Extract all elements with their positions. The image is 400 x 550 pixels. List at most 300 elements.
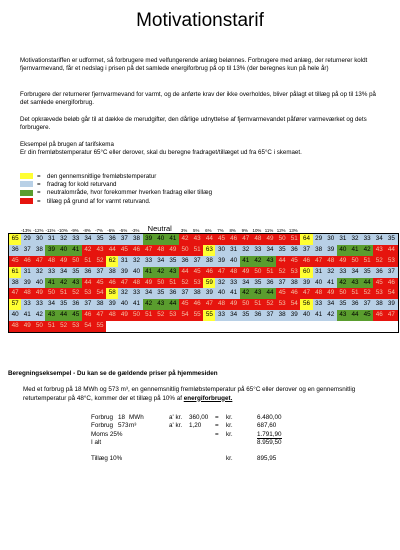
table-return-temp-cell: 44 — [349, 310, 361, 321]
calc-unit: m³ — [129, 422, 137, 430]
calc-at: a' kr. — [169, 422, 183, 430]
table-return-temp-cell: 44 — [58, 310, 70, 321]
table-return-temp-cell: 47 — [94, 310, 106, 321]
header-percent: 3% — [180, 228, 188, 233]
table-return-temp-cell: 49 — [264, 234, 276, 245]
table-return-temp-cell: 46 — [288, 288, 300, 299]
legend-swatch-yellow — [20, 173, 33, 179]
calc-price: 1,20 — [189, 422, 202, 430]
table-return-temp-cell: 49 — [118, 310, 130, 321]
table-return-temp-cell: 54 — [288, 299, 300, 310]
table-return-temp-cell: 42 — [240, 288, 252, 299]
table-return-temp-cell: 41 — [349, 245, 361, 256]
table-return-temp-cell: 40 — [130, 267, 142, 278]
table-return-temp-cell: 39 — [106, 299, 118, 310]
table-return-temp-cell: 37 — [385, 267, 397, 278]
calc-kr: kr. — [226, 414, 233, 421]
legend-label: fradrag for kold returvand — [47, 180, 117, 188]
table-return-temp-cell: 39 — [45, 245, 57, 256]
example-intro: Med et forbrug på 18 MWh og 573 m³, en gennemsnitlig fremløbstemperatur på 65°C eller derover og en gennemsnitlig returtemperatur på 48°C, kommer der et tillæg på 10% af energiforbruget. — [23, 386, 356, 402]
table-supply-temp-cell: 58 — [106, 288, 118, 299]
table-return-temp-cell: 53 — [373, 288, 385, 299]
table-return-temp-cell: 53 — [82, 288, 94, 299]
table-return-temp-cell: 43 — [45, 310, 57, 321]
calc-row-surcharge — [91, 455, 331, 463]
table-return-temp-cell: 48 — [215, 299, 227, 310]
table-return-temp-cell: 45 — [288, 256, 300, 267]
table-return-temp-cell: 48 — [325, 256, 337, 267]
table-return-temp-cell: 55 — [94, 321, 106, 332]
calc-eq: = — [215, 414, 219, 421]
table-return-temp-cell: 46 — [385, 278, 397, 289]
table-return-temp-cell: 43 — [349, 278, 361, 289]
table-return-temp-cell: 52 — [264, 299, 276, 310]
calc-kr: kr. — [226, 422, 233, 430]
calc-label: Moms 25% — [91, 430, 123, 438]
table-return-temp-cell: 34 — [143, 288, 155, 299]
table-return-temp-cell: 40 — [118, 299, 130, 310]
table-return-temp-cell: 32 — [215, 278, 227, 289]
table-return-temp-cell: 37 — [118, 234, 130, 245]
table-return-temp-cell: 34 — [349, 267, 361, 278]
table-return-temp-cell: 44 — [82, 278, 94, 289]
table-return-temp-cell: 45 — [9, 256, 21, 267]
table-return-temp-cell: 49 — [167, 245, 179, 256]
table-return-temp-cell: 33 — [70, 234, 82, 245]
table-return-temp-cell: 41 — [313, 310, 325, 321]
header-percent: -9% — [70, 228, 79, 233]
table-return-temp-cell: 47 — [203, 299, 215, 310]
table-return-temp-cell: 47 — [143, 245, 155, 256]
table-return-temp-cell: 41 — [143, 267, 155, 278]
table-return-temp-cell: 36 — [106, 234, 118, 245]
table-return-temp-cell: 34 — [58, 267, 70, 278]
table-return-temp-cell: 35 — [155, 288, 167, 299]
table-return-temp-cell: 33 — [252, 245, 264, 256]
table-return-temp-cell: 41 — [228, 288, 240, 299]
table-return-temp-cell: 51 — [191, 245, 203, 256]
example-usage-paragraph: Eksempel på brugen af tarifskema Er din fremløbstemperatur 65°C eller derover, skal du beregne fradraget/tillæget ud fra 65°C i skemaet. — [20, 141, 302, 157]
calc-price: 360,00 — [189, 414, 209, 421]
table-return-temp-cell: 39 — [118, 267, 130, 278]
table-return-temp-cell: 45 — [179, 299, 191, 310]
table-supply-temp-cell: 57 — [9, 299, 21, 310]
table-return-temp-cell: 39 — [325, 245, 337, 256]
table-supply-temp-cell: 63 — [203, 245, 215, 256]
table-return-temp-cell: 42 — [337, 278, 349, 289]
table-return-temp-cell: 41 — [70, 245, 82, 256]
legend-item: = neutralområde, hvor forekommer hverken fradrag eller tillæg — [20, 189, 212, 197]
table-return-temp-cell: 40 — [9, 310, 21, 321]
table-return-temp-cell: 50 — [179, 245, 191, 256]
header-percent: -13% — [21, 228, 32, 233]
tariff-table-header — [8, 222, 399, 233]
table-return-temp-cell: 34 — [240, 278, 252, 289]
table-return-temp-cell: 31 — [45, 234, 57, 245]
table-return-temp-cell: 33 — [361, 234, 373, 245]
table-return-temp-cell: 50 — [276, 234, 288, 245]
table-return-temp-cell: 45 — [70, 310, 82, 321]
table-supply-temp-cell: 55 — [203, 310, 215, 321]
table-return-temp-cell: 51 — [82, 256, 94, 267]
legend-label: tillæg på grund af for varmt returvand. — [47, 197, 151, 205]
warm-return-paragraph: Forbrugere der returnerer fjernvarmevand for varmt, og de anførte krav der ikke overholdes, bliver pålagt et tillæg på op til 13% på det samlede energiforbrug. — [20, 91, 376, 107]
table-return-temp-cell: 39 — [288, 310, 300, 321]
table-return-temp-cell: 46 — [228, 234, 240, 245]
header-percent: -3% — [131, 228, 140, 233]
table-return-temp-cell: 32 — [33, 267, 45, 278]
table-return-temp-cell: 40 — [58, 245, 70, 256]
calc-qty: 18 — [118, 414, 126, 421]
calc-kr: kr. — [226, 430, 233, 438]
table-return-temp-cell: 50 — [349, 256, 361, 267]
table-return-temp-cell: 42 — [155, 267, 167, 278]
table-return-temp-cell: 41 — [240, 256, 252, 267]
table-return-temp-cell: 48 — [228, 267, 240, 278]
table-return-temp-cell: 35 — [337, 299, 349, 310]
table-return-temp-cell: 47 — [240, 234, 252, 245]
table-return-temp-cell: 34 — [82, 234, 94, 245]
table-return-temp-cell: 46 — [191, 299, 203, 310]
table-return-temp-cell: 42 — [361, 245, 373, 256]
table-return-temp-cell: 42 — [143, 299, 155, 310]
table-return-temp-cell: 40 — [313, 278, 325, 289]
calc-row-water — [91, 422, 331, 430]
table-return-temp-cell: 32 — [349, 234, 361, 245]
table-return-temp-cell: 35 — [252, 278, 264, 289]
table-return-temp-cell: 37 — [361, 299, 373, 310]
calc-label: Tillæg 10% — [91, 455, 123, 463]
table-return-temp-cell: 31 — [228, 245, 240, 256]
table-supply-temp-cell: 59 — [203, 278, 215, 289]
table-return-temp-cell: 45 — [94, 278, 106, 289]
legend-item: = fradrag for kold returvand — [20, 180, 212, 188]
calc-row-energy — [91, 414, 331, 422]
table-return-temp-cell: 47 — [33, 256, 45, 267]
table-return-temp-cell: 52 — [373, 256, 385, 267]
table-return-temp-cell: 48 — [252, 234, 264, 245]
calc-eq: = — [215, 430, 219, 438]
legend-label: neutralområde, hvor forekommer hverken fradrag eller tillæg — [47, 189, 213, 197]
table-return-temp-cell: 51 — [288, 234, 300, 245]
calc-amount: 6.480,00 — [257, 414, 282, 421]
table-return-temp-cell: 40 — [337, 245, 349, 256]
table-supply-temp-cell: 62 — [106, 256, 118, 267]
table-supply-temp-cell: 56 — [300, 299, 312, 310]
table-return-temp-cell: 38 — [203, 256, 215, 267]
table-return-temp-cell: 43 — [167, 267, 179, 278]
table-return-temp-cell: 37 — [21, 245, 33, 256]
table-return-temp-cell: 39 — [203, 288, 215, 299]
table-return-temp-cell: 54 — [82, 321, 94, 332]
table-return-temp-cell: 42 — [252, 256, 264, 267]
header-percent: 6% — [205, 228, 212, 233]
table-return-temp-cell: 34 — [373, 234, 385, 245]
table-return-temp-cell: 52 — [276, 267, 288, 278]
table-return-temp-cell: 52 — [94, 256, 106, 267]
calc-amount: 1.791,90 — [257, 430, 282, 438]
table-return-temp-cell: 51 — [167, 278, 179, 289]
table-return-temp-cell: 31 — [21, 267, 33, 278]
table-return-temp-cell: 52 — [58, 321, 70, 332]
calc-eq: = — [215, 422, 219, 430]
table-return-temp-cell: 40 — [300, 310, 312, 321]
table-return-temp-cell: 36 — [349, 299, 361, 310]
table-return-temp-cell: 34 — [228, 310, 240, 321]
table-return-temp-cell: 43 — [94, 245, 106, 256]
header-percent: -5% — [119, 228, 128, 233]
table-return-temp-cell: 49 — [325, 288, 337, 299]
table-return-temp-cell: 35 — [167, 256, 179, 267]
table-return-temp-cell: 50 — [240, 299, 252, 310]
table-return-temp-cell: 43 — [155, 299, 167, 310]
table-return-temp-cell: 43 — [252, 288, 264, 299]
table-return-temp-cell: 44 — [203, 234, 215, 245]
table-return-temp-cell: 40 — [33, 278, 45, 289]
header-percent: 5% — [193, 228, 200, 233]
table-return-temp-cell: 41 — [325, 278, 337, 289]
legend-swatch-green — [20, 190, 33, 196]
table-return-temp-cell: 34 — [264, 245, 276, 256]
table-return-temp-cell: 35 — [276, 245, 288, 256]
table-return-temp-cell: 33 — [21, 299, 33, 310]
table-return-temp-cell: 37 — [94, 267, 106, 278]
header-percent: 10% — [252, 228, 262, 233]
table-return-temp-cell: 33 — [337, 267, 349, 278]
table-return-temp-cell: 54 — [94, 288, 106, 299]
table-return-temp-cell: 51 — [252, 299, 264, 310]
table-return-temp-cell: 42 — [82, 245, 94, 256]
table-return-temp-cell: 36 — [179, 256, 191, 267]
table-return-temp-cell: 49 — [143, 278, 155, 289]
table-return-temp-cell: 51 — [264, 267, 276, 278]
table-return-temp-cell: 33 — [215, 310, 227, 321]
table-return-temp-cell: 32 — [130, 256, 142, 267]
table-return-temp-cell: 44 — [167, 299, 179, 310]
table-return-temp-cell: 44 — [179, 267, 191, 278]
table-return-temp-cell: 31 — [118, 256, 130, 267]
table-return-temp-cell: 45 — [215, 234, 227, 245]
table-return-temp-cell: 33 — [313, 299, 325, 310]
header-percent: 12% — [276, 228, 286, 233]
calc-kr: kr. — [226, 455, 233, 463]
table-return-temp-cell: 35 — [361, 267, 373, 278]
table-return-temp-cell: 52 — [361, 288, 373, 299]
table-return-temp-cell: 43 — [264, 256, 276, 267]
table-return-temp-cell: 49 — [33, 288, 45, 299]
table-supply-temp-cell: 60 — [300, 267, 312, 278]
table-return-temp-cell: 45 — [373, 278, 385, 289]
table-return-temp-cell: 50 — [252, 267, 264, 278]
calc-label: Forbrug — [91, 414, 114, 421]
table-return-temp-cell: 37 — [191, 256, 203, 267]
table-return-temp-cell: 32 — [58, 234, 70, 245]
table-return-temp-cell: 55 — [191, 310, 203, 321]
table-return-temp-cell: 53 — [276, 299, 288, 310]
table-return-temp-cell: 40 — [215, 288, 227, 299]
header-percent: 11% — [264, 228, 274, 233]
table-return-temp-cell: 50 — [70, 256, 82, 267]
calc-row-total — [91, 439, 331, 447]
table-return-temp-cell: 38 — [106, 267, 118, 278]
table-return-temp-cell: 41 — [167, 234, 179, 245]
table-return-temp-cell: 52 — [70, 288, 82, 299]
table-return-temp-cell: 41 — [130, 299, 142, 310]
table-return-temp-cell: 39 — [385, 299, 397, 310]
table-return-temp-cell: 33 — [130, 288, 142, 299]
table-supply-temp-cell: 65 — [9, 234, 21, 245]
table-return-temp-cell: 38 — [373, 299, 385, 310]
table-return-temp-cell: 50 — [33, 321, 45, 332]
table-return-temp-cell: 35 — [58, 299, 70, 310]
table-return-temp-cell: 46 — [300, 256, 312, 267]
table-return-temp-cell: 37 — [276, 278, 288, 289]
table-return-temp-cell: 33 — [45, 267, 57, 278]
header-percent: 8% — [229, 228, 236, 233]
table-return-temp-cell: 43 — [373, 245, 385, 256]
table-return-temp-cell: 41 — [21, 310, 33, 321]
table-return-temp-cell: 45 — [276, 288, 288, 299]
table-return-temp-cell: 37 — [264, 310, 276, 321]
table-return-temp-cell: 52 — [179, 278, 191, 289]
header-percent: -11% — [45, 228, 56, 233]
table-supply-temp-cell: 61 — [9, 267, 21, 278]
table-return-temp-cell: 49 — [337, 256, 349, 267]
table-return-temp-cell: 38 — [276, 310, 288, 321]
table-return-temp-cell: 51 — [143, 310, 155, 321]
legend-swatch-blue — [20, 181, 33, 187]
table-return-temp-cell: 40 — [228, 256, 240, 267]
table-return-temp-cell: 30 — [325, 234, 337, 245]
table-return-temp-cell: 48 — [9, 321, 21, 332]
table-return-temp-cell: 29 — [21, 234, 33, 245]
table-return-temp-cell: 47 — [385, 310, 397, 321]
calc-amount: 687,60 — [257, 422, 277, 430]
table-return-temp-cell: 46 — [106, 278, 118, 289]
table-return-temp-cell: 38 — [33, 245, 45, 256]
table-return-temp-cell: 36 — [9, 245, 21, 256]
table-return-temp-cell: 53 — [191, 278, 203, 289]
header-percent: -7% — [95, 228, 103, 233]
table-return-temp-cell: 53 — [288, 267, 300, 278]
table-return-temp-cell: 50 — [155, 278, 167, 289]
cost-paragraph: Det opkrævede beløb går til at dække de merudgifter, den dårlige udnyttelse af fjernvarmevandet påfører varmeværket og dets forbrugere. — [20, 116, 367, 132]
table-return-temp-cell: 39 — [300, 278, 312, 289]
table-return-temp-cell: 53 — [167, 310, 179, 321]
calculation-block — [91, 414, 331, 463]
table-return-temp-cell: 48 — [155, 245, 167, 256]
table-return-temp-cell: 46 — [82, 310, 94, 321]
legend-label: den gennemsnitlige fremløbstemperatur — [47, 172, 157, 180]
table-return-temp-cell: 35 — [94, 234, 106, 245]
legend-item: = tillæg på grund af for varmt returvand. — [20, 197, 212, 205]
table-return-temp-cell: 45 — [191, 267, 203, 278]
table-return-temp-cell: 34 — [45, 299, 57, 310]
table-return-temp-cell: 51 — [58, 288, 70, 299]
table-return-temp-cell: 38 — [191, 288, 203, 299]
table-return-temp-cell: 33 — [33, 299, 45, 310]
intro-paragraph: Motivationstariffen er udformet, så forbrugere med velfungerende anlæg belønnes. Forbrugere med anlæg, der returnerer koldt fjernvarmevand, får et nedslag i prisen på det samlede energiforbrug på op til 13% (der beregnes kun på hele år) — [20, 57, 368, 73]
table-return-temp-cell: 35 — [385, 234, 397, 245]
table-return-temp-cell: 49 — [21, 321, 33, 332]
header-percent: -12% — [33, 228, 44, 233]
table-return-temp-cell: 51 — [361, 256, 373, 267]
table-return-temp-cell: 48 — [106, 310, 118, 321]
calc-label: Forbrug — [91, 422, 114, 430]
table-return-temp-cell: 54 — [179, 310, 191, 321]
table-return-temp-cell: 51 — [349, 288, 361, 299]
legend-item: = den gennemsnitlige fremløbstemperatur — [20, 172, 212, 180]
table-return-temp-cell: 40 — [155, 234, 167, 245]
table-return-temp-cell: 45 — [361, 310, 373, 321]
calc-qty: 573 — [118, 422, 129, 430]
table-return-temp-cell: 47 — [9, 288, 21, 299]
table-return-temp-cell: 44 — [385, 245, 397, 256]
calc-unit: MWh — [129, 414, 144, 421]
table-return-temp-cell: 49 — [58, 256, 70, 267]
table-return-temp-cell: 35 — [70, 267, 82, 278]
table-return-temp-cell: 38 — [288, 278, 300, 289]
table-return-temp-cell: 39 — [143, 234, 155, 245]
table-return-temp-cell: 31 — [313, 267, 325, 278]
table-return-temp-cell: 38 — [9, 278, 21, 289]
table-return-temp-cell: 44 — [361, 278, 373, 289]
table-return-temp-cell: 36 — [288, 245, 300, 256]
table-return-temp-cell: 39 — [21, 278, 33, 289]
table-return-temp-cell: 47 — [300, 288, 312, 299]
table-return-temp-cell: 44 — [264, 288, 276, 299]
table-return-temp-cell: 33 — [143, 256, 155, 267]
table-return-temp-cell: 46 — [21, 256, 33, 267]
table-return-temp-cell: 36 — [82, 267, 94, 278]
table-return-temp-cell: 45 — [118, 245, 130, 256]
table-return-temp-cell: 50 — [45, 288, 57, 299]
calc-label: I alt — [91, 438, 102, 446]
table-return-temp-cell: 52 — [155, 310, 167, 321]
table-return-temp-cell: 46 — [203, 267, 215, 278]
table-return-temp-cell: 51 — [45, 321, 57, 332]
table-return-temp-cell: 46 — [373, 310, 385, 321]
calc-amount: 8.959,50 — [257, 438, 282, 446]
table-return-temp-cell: 36 — [373, 267, 385, 278]
table-return-temp-cell: 48 — [45, 256, 57, 267]
page-title: Motivationstarif — [136, 10, 264, 31]
table-return-temp-cell: 35 — [240, 310, 252, 321]
table-return-temp-cell: 49 — [240, 267, 252, 278]
table-return-temp-cell: 47 — [215, 267, 227, 278]
table-return-temp-cell: 53 — [70, 321, 82, 332]
table-return-temp-cell: 36 — [167, 288, 179, 299]
header-percent: -6% — [107, 228, 116, 233]
table-return-temp-cell: 33 — [228, 278, 240, 289]
table-return-temp-cell: 38 — [94, 299, 106, 310]
table-return-temp-cell: 30 — [215, 245, 227, 256]
table-return-temp-cell: 48 — [313, 288, 325, 299]
table-return-temp-cell: 30 — [33, 234, 45, 245]
table-return-temp-cell: 43 — [191, 234, 203, 245]
table-return-temp-cell: 54 — [385, 288, 397, 299]
table-return-temp-cell: 34 — [325, 299, 337, 310]
table-return-temp-cell: 44 — [106, 245, 118, 256]
color-legend — [20, 172, 212, 205]
header-percent: 7% — [217, 228, 224, 233]
table-return-temp-cell: 47 — [313, 256, 325, 267]
table-return-temp-cell: 50 — [337, 288, 349, 299]
tariff-table — [8, 222, 399, 333]
table-return-temp-cell: 31 — [337, 234, 349, 245]
header-percent: -8% — [83, 228, 91, 233]
table-return-temp-cell: 43 — [70, 278, 82, 289]
